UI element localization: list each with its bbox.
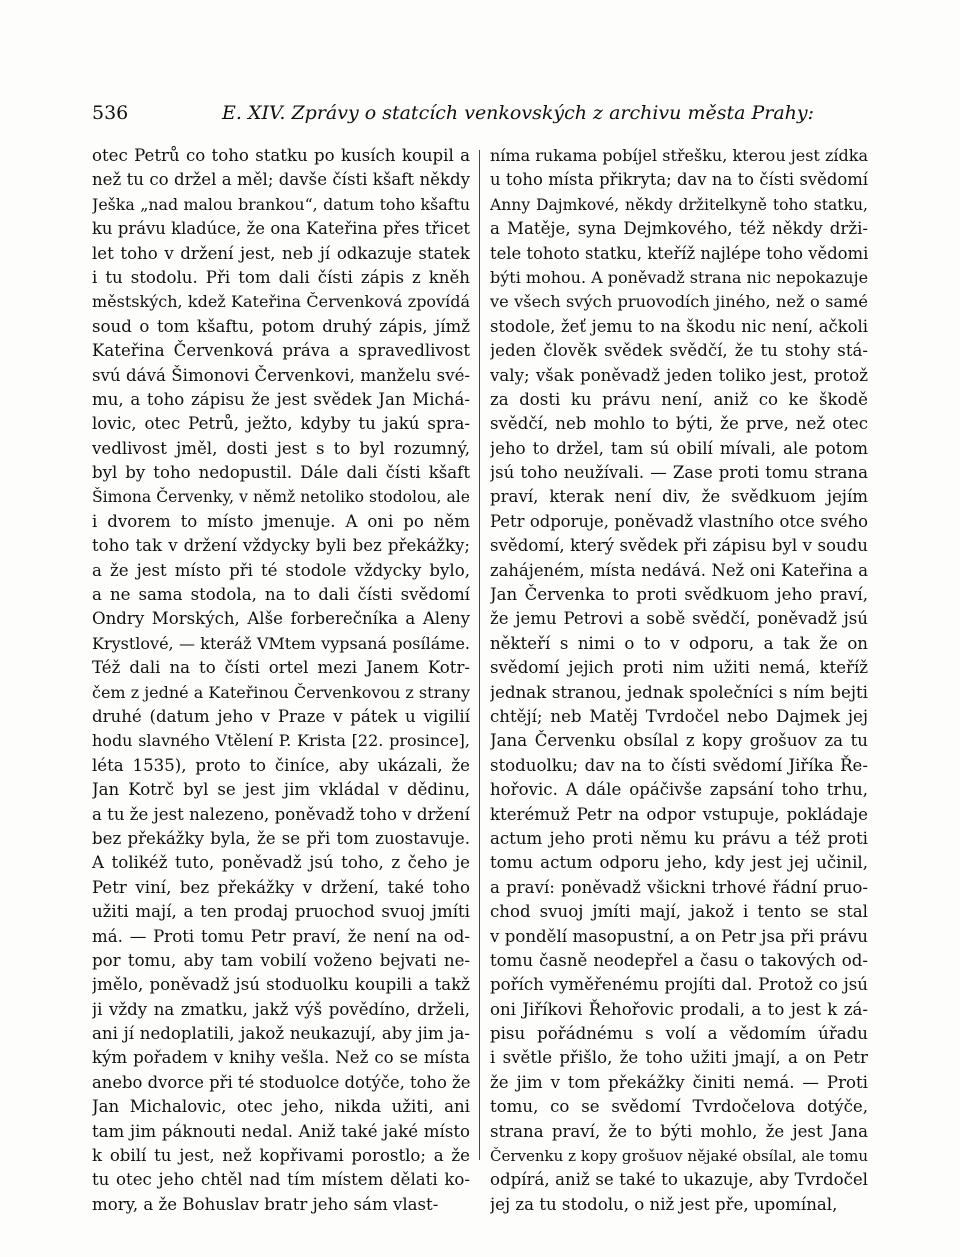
text-line: Krystlové, — kteráž VMtem vypsaná posíláme. [92,633,470,653]
text-line: čem z jedné a Kateřinou Červenkovou z strany [92,682,470,702]
text-line: tu otec jeho chtěl nad tím místem dělati ko- [92,1170,470,1190]
text-line: než tu co držel a měl; davše čísti kšaft někdy [92,170,470,190]
text-line: a tu že jest nalezeno, poněvadž toho v držení [92,804,470,824]
text-line: por tomu, aby tam vobilí voženo bejvati ne- [92,950,470,970]
text-line: že jim v tom překážky činiti nemá. — Proti [490,1072,868,1092]
text-line: ani jí nedoplatili, jakož neukazují, aby jim ja- [92,1024,470,1044]
text-line: svědčí, neb mohlo to býti, že prve, než otec [490,414,868,434]
text-line: toho tak v držení vždycky byli bez překážky; [92,536,470,556]
text-line: soud o tom kšaftu, potom druhý zápis, jímž [92,316,470,336]
text-line: u toho místa přikryta; dav na to čísti svědomí [490,170,868,190]
text-line: léta 1535), proto to činíce, aby ukázali, že [92,755,470,775]
text-line: ji vždy na zmatku, jakž výš povědíno, drželi, [92,999,470,1019]
text-line: níma rukama pobíjel střešku, kterou jest zídka [490,146,868,165]
text-line: užiti mají, a ten prodaj pruochod svuoj jmíti [92,902,470,922]
text-line: Červenku z kopy grošuov nějaké obsílal, ale tomu [490,1147,868,1166]
text-line: Petr odporuje, poněvadž vlastního otce svého [490,511,868,531]
text-line: tele tohoto statku, kteříž najlépe toho vědomi [490,243,868,263]
text-line: někteří s nimi o to v odporu, a tak že on [490,633,868,653]
text-line: chod svuoj jmíti mají, jakož i tento se stal [490,902,868,922]
running-title: E. XIV. Zprávy o statcích venkovských z archivu města Prahy: [222,102,815,124]
text-line: Šimona Červenky, v němž netoliko stodolou, ale [92,488,470,507]
text-line: a že jest místo při té stodole vždycky bylo, [92,560,470,580]
text-line: tomu časně neodepřel a času o takových od- [490,950,868,970]
text-line: mory, a že Bohuslav bratr jeho sám vlast- [92,1194,439,1214]
text-line: oni Jiříkovi Řehořovic prodali, a to jest k zá- [490,999,868,1019]
text-line: Jan Červenka to proti svědkuom jeho praví, [490,585,868,605]
text-line: praví, kterak není div, že svědkuom jejím [490,487,868,507]
text-line: svědomí jejich proti nim užiti nemá, kteříž [490,658,868,678]
text-line: pisu pořádnému s volí a vědomím úřadu [490,1024,868,1044]
text-line: má. — Proti tomu Petr praví, že není na od- [92,926,470,946]
text-line: za dosti ku právu není, aniž co ke škodě [490,389,868,409]
text-line: chtějí; neb Matěj Tvrdočel nebo Dajmek jej [490,706,868,726]
text-line: vedlivost jměl, dosti jest s to byl rozumný, [92,438,470,458]
text-line: kterémuž Petr na odpor vstupuje, pokládaje [490,804,868,824]
text-line: Jan Michalovic, otec jeho, nikda užiti, ani [92,1097,470,1117]
text-line: zahájeném, místa nedává. Než oni Kateřina a [490,560,868,580]
text-line: a ne sama stodola, na to dali čísti svědomí [92,585,470,605]
text-line: tomu actum odporu jeho, kdy jest jej učinil, [490,853,868,873]
page-header [92,98,872,128]
text-line: jmělo, poněvadž jsú stoduolku koupili a takž [92,975,470,995]
text-line: v pondělí masopustní, a on Petr jsa při právu [490,926,868,946]
text-line: byl by toho nedopustil. Dále dali čísti kšaft [92,463,470,483]
text-line: Jana Červenku obsílal z kopy grošuov za tu [490,731,868,751]
page-number: 536 [92,102,129,124]
text-line: a Matěje, syna Dejmkového, též někdy drži- [490,219,868,239]
text-line: ve všech svých pruovodích jiného, než o samé [490,292,868,312]
text-line: hodu slavného Vtělení P. Krista [22. prosince], [92,731,470,751]
text-line: otec Petrů co toho statku po kusích koupil a [92,146,470,165]
column-divider [479,150,480,1160]
text-line: Ondry Morských, Alše forberečníka a Aleny [92,609,470,629]
text-line: pořích vyměřenému projíti dal. Protož co jsú [490,975,868,995]
text-line: jednak stranou, jednak společníci s ním bejti [490,682,868,702]
text-line: strana praví, že to býti mohlo, že jest Jana [490,1121,868,1141]
text-line: mu, a toho zápisu že jest svědek Jan Michá- [92,389,470,409]
text-line: Kateřina Červenková práva a spravedlivost [92,341,470,361]
text-line: jeden člověk svědek svědčí, že tu stohy stá- [490,341,868,361]
text-line: tomu, co se svědomí Tvrdočelova dotýče, [490,1097,868,1117]
left-text-column [92,144,470,1217]
text-line: A tolikéž tuto, poněvadž jsú toho, z čeho je [92,853,470,873]
text-line: Ješka „nad malou brankou“, datum toho kšaftu [92,194,470,214]
text-line: actum jeho proti němu ku právu a též proti [490,828,868,848]
text-line: jsú toho neužívali. — Zase proti tomu strana [490,463,868,483]
text-line: lovic, otec Petrů, ježto, kdyby tu jakú spra- [92,414,470,434]
text-line: bez překážky byla, že se při tom zuostavuje. [92,828,470,848]
text-line: městských, kdež Kateřina Červenková zpovídá [92,292,470,312]
text-line: i tu stodolu. Při tom dali čísti zápis z kněh [92,267,470,287]
text-line: Petr viní, bez překážky v držení, také toho [92,877,470,897]
text-line: anebo dvorce při té stoduolce dotýče, toho že [92,1072,470,1092]
text-line: tam jim páknouti nedal. Aniž také jaké místo [92,1121,470,1141]
text-line: odpírá, aniž se také to ukazuje, aby Tvrdočel [490,1170,868,1190]
text-line: Anny Dajmkové, někdy držitelkyně toho statku, [490,195,868,214]
text-line: že jemu Petrovi a sobě svědčí, poněvadž jsú [490,609,868,629]
text-line: hořovic. A dále opáčivše zapsání toho trhu, [490,780,868,800]
text-line: býti mohou. A poněvadž strana nic nepokazuje [490,267,868,287]
text-line: stodole, žeť jemu to na škodu nic není, ačkoli [490,316,868,336]
text-line: svú dává Šimonovi Červenkovi, manželu své- [92,365,470,385]
text-line: svědomí, který svědek při zápisu byl v soudu [490,536,868,556]
text-line: Též dali na to čísti ortel mezi Janem Kotr- [92,658,470,678]
text-line: ku právu kladúce, že ona Kateřina přes třicet [92,219,470,239]
text-line: a praví: poněvadž všickni trhové řádní pruo- [490,877,868,897]
text-line: kým pořadem v knihy vešla. Než co se místa [92,1048,470,1068]
text-line: i dvorem to místo jmenuje. A oni po něm [92,511,470,531]
text-line: stoduolku; dav na to čísti svědomí Jiříka Ře- [490,755,868,775]
text-line: i světle přišlo, že toho užiti jmají, a on Petr [490,1048,868,1068]
text-line: k obilí tu jest, než kopřivami porostlo; a že [92,1146,470,1166]
text-line: Jan Kotrč byl se jest jim vkládal v dědinu, [92,780,470,800]
text-line: let toho v držení jest, neb jí odkazuje statek [92,243,470,263]
text-line: valy; však poněvadž jeden toliko jest, protož [490,365,868,385]
right-text-column [490,144,868,1217]
text-line: druhé (datum jeho v Praze v pátek u vigilií [92,706,470,726]
text-line: jej za tu stodolu, o niž jest pře, upomínal, [490,1194,838,1214]
text-line: jeho to držel, tam sú obilí mívali, ale potom [490,438,868,458]
